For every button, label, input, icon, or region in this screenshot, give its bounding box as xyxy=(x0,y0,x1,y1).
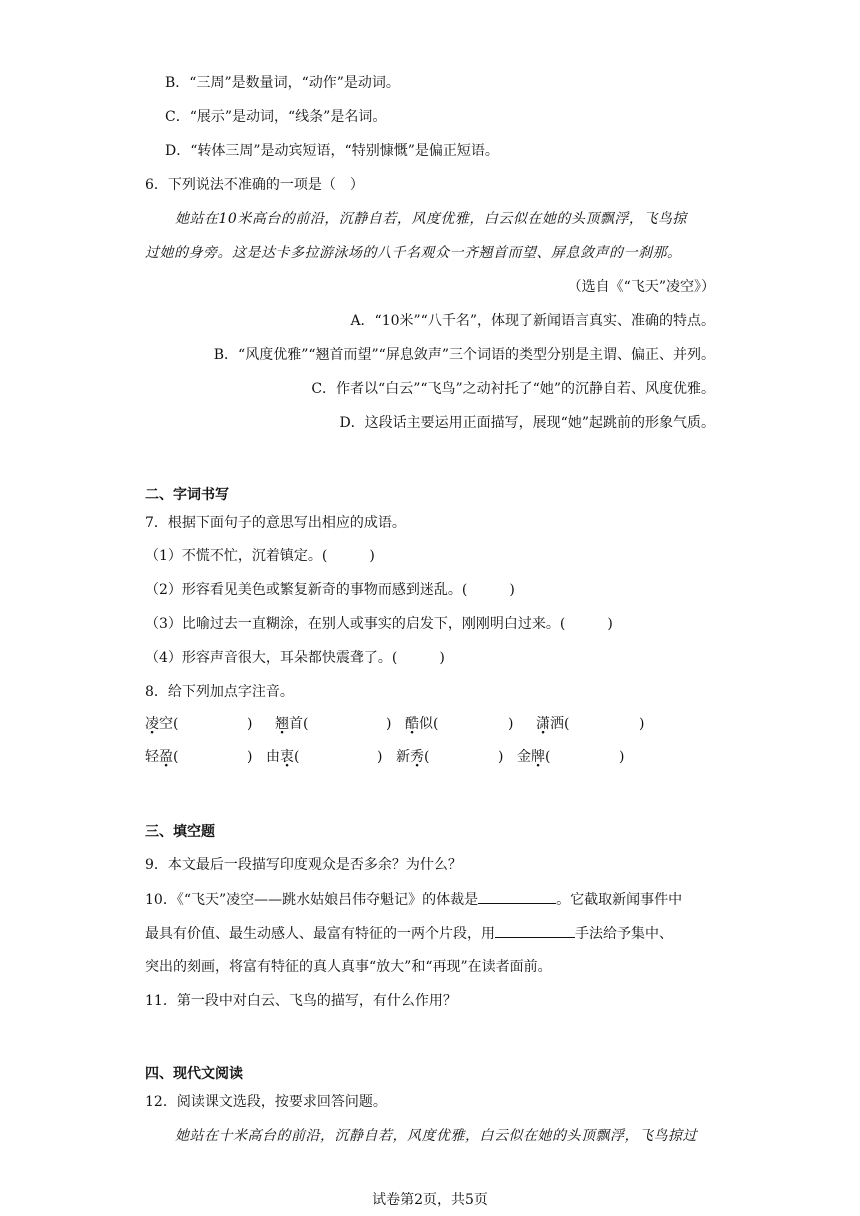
q6-passage-line2: 过她的身旁。这是达卡多拉游泳场的八千名观众一齐翘首而望、屏息敛声的一刹那。 xyxy=(145,245,682,261)
pinyin-close: ) xyxy=(498,749,504,765)
pinyin-close: ) xyxy=(639,716,645,732)
page-footer: 试卷第2页，共5页 xyxy=(372,1192,488,1208)
pinyin-item-qingying: 轻盈( xyxy=(145,749,179,765)
section4-title: 四、现代文阅读 xyxy=(145,1066,243,1082)
pinyin-close: ) xyxy=(386,716,392,732)
q6-stem: 6．下列说法不准确的一项是（ ） xyxy=(145,177,364,193)
q8-stem: 8．给下列加点字注音。 xyxy=(145,684,294,700)
pinyin-close: ) xyxy=(508,716,514,732)
q7-stem: 7．根据下面句子的意思写出相应的成语。 xyxy=(145,515,406,531)
answer-blank[interactable] xyxy=(478,889,556,904)
pinyin-item-xinxiu: 新秀( xyxy=(396,749,430,765)
q6-source: （选自《“飞天”凌空》） xyxy=(567,279,715,295)
q6-option-d: D．这段话主要运用正面描写，展现“她”起跳前的形象气质。 xyxy=(339,415,715,431)
q6-passage-line1: 她站在10米高台的前沿，沉静自若，风度优雅，白云似在她的头顶飘浮，飞鸟掠 xyxy=(175,211,687,227)
pinyin-item-jinpai: 金牌( xyxy=(517,749,551,765)
pinyin-item-lingkong: 凌空( xyxy=(145,716,179,732)
q11: 11．第一段中对白云、飞鸟的描写，有什么作用？ xyxy=(145,993,457,1009)
q5-option-b: B．“三周”是数量词，“动作”是动词。 xyxy=(165,75,400,91)
pinyin-close: ) xyxy=(247,749,253,765)
pinyin-item-kusi: 酷似( xyxy=(405,716,439,732)
pinyin-item-xiaosa: 潇洒( xyxy=(536,716,570,732)
q10-line2: 最具有价值、最生动感人、最富有特征的一两个片段，用 手法给予集中、 xyxy=(145,923,673,944)
q12-stem: 12．阅读课文选段，按要求回答问题。 xyxy=(145,1094,387,1110)
pinyin-close: ) xyxy=(619,749,625,765)
q7-item-1: （1）不慌不忙，沉着镇定。( ) xyxy=(145,548,375,564)
q7-item-2: （2）形容看见美色或繁复新奇的事物而感到迷乱。( ) xyxy=(145,582,515,598)
section2-title: 二、字词书写 xyxy=(145,487,229,503)
q6-option-c: C．作者以“白云”“飞鸟”之动衬托了“她”的沉静自若、风度优雅。 xyxy=(311,381,715,397)
pinyin-item-youzhong: 由衷( xyxy=(266,749,300,765)
section3-title: 三、填空题 xyxy=(145,824,215,840)
q5-option-c: C．“展示”是动词，“线条”是名词。 xyxy=(165,109,387,125)
answer-blank[interactable] xyxy=(495,923,575,938)
q9: 9．本文最后一段描写印度观众是否多余？为什么？ xyxy=(145,857,462,873)
q7-item-4: （4）形容声音很大，耳朵都快震聋了。( ) xyxy=(145,650,445,666)
pinyin-item-qiaoshou: 翘首( xyxy=(275,716,309,732)
q5-option-d: D．“转体三周”是动宾短语，“特别慷慨”是偏正短语。 xyxy=(165,143,499,159)
q6-option-b: B．“风度优雅”“翘首而望”“屏息敛声”三个词语的类型分别是主谓、偏正、并列。 xyxy=(213,347,715,363)
pinyin-close: ) xyxy=(247,716,253,732)
q10-line1: 10．《“飞天”凌空——跳水姑娘吕伟夺魁记》的体裁是 。它截取新闻事件中 xyxy=(145,889,682,910)
q7-item-3: （3）比喻过去一直糊涂，在别人或事实的启发下，刚刚明白过来。( ) xyxy=(145,616,613,632)
q10-line3: 突出的刻画，将富有特征的真人真事“放大”和“再现”在读者面前。 xyxy=(145,959,552,975)
q12-passage: 她站在十米高台的前沿，沉静自若，风度优雅，白云似在她的头顶飘浮，飞鸟掠过 xyxy=(175,1128,697,1144)
pinyin-close: ) xyxy=(377,749,383,765)
q6-option-a: A．“10米”“八千名”，体现了新闻语言真实、准确的特点。 xyxy=(350,313,715,329)
